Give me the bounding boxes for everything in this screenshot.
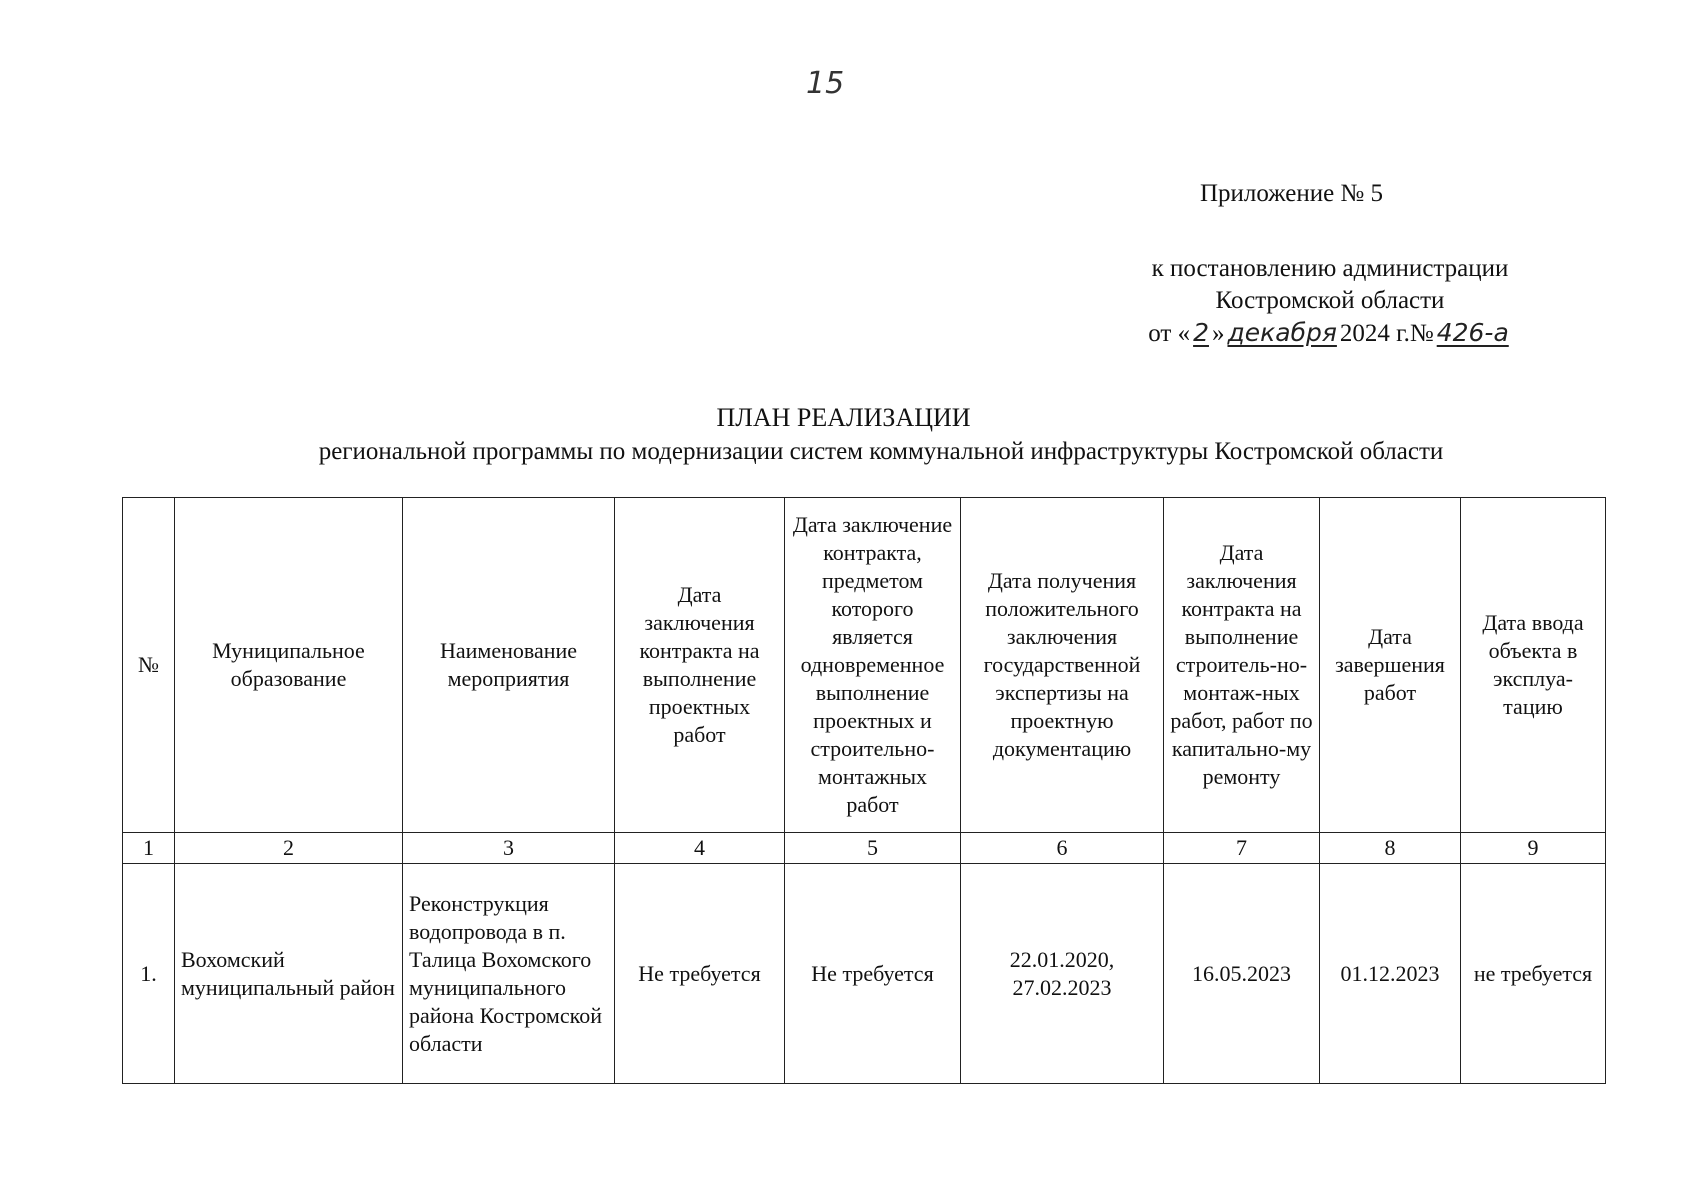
- table-header-row: [123, 498, 1606, 833]
- date-prefix: от «: [1148, 320, 1191, 347]
- commissioning-cell: не требуется: [1461, 864, 1606, 1084]
- column-number: 5: [785, 833, 961, 864]
- column-number: 8: [1320, 833, 1461, 864]
- column-number: 2: [175, 833, 403, 864]
- date-mid: »: [1211, 320, 1225, 347]
- combined-contract-cell: Не требуется: [785, 864, 961, 1084]
- handwritten-day: 2: [1193, 318, 1209, 347]
- page-number: 15: [806, 66, 845, 101]
- column-number: 1: [123, 833, 175, 864]
- document-title: ПЛАН РЕАЛИЗАЦИИ: [716, 403, 971, 432]
- appendix-title: Приложение № 5: [1200, 180, 1384, 207]
- document-subtitle: региональной программы по модернизации систем коммунальной инфраструктуры Костромской области: [318, 438, 1444, 465]
- header-cell: Дата заключения контракта на выполнение строитель-но-монтаж-ных работ, работ по капитально-му ремонту: [1164, 498, 1320, 833]
- header-cell: Дата завершения работ: [1320, 498, 1461, 833]
- column-number: 9: [1461, 833, 1606, 864]
- expertise-date-cell: 22.01.2020, 27.02.2023: [961, 864, 1164, 1084]
- column-number: 3: [403, 833, 615, 864]
- header-cell: №: [123, 498, 175, 833]
- construction-contract-cell: 16.05.2023: [1164, 864, 1320, 1084]
- appendix-reference: [1090, 253, 1570, 350]
- year-text: 2024 г.№: [1339, 320, 1434, 347]
- column-number-row: [123, 833, 1606, 864]
- activity-cell: Реконструкция водопровода в п. Талица Вохомского муниципального района Костромской области: [403, 864, 615, 1084]
- header-cell: Наименование мероприятия: [403, 498, 615, 833]
- row-number: 1.: [123, 864, 175, 1084]
- column-number: 6: [961, 833, 1164, 864]
- header-cell: Муниципальное образование: [175, 498, 403, 833]
- header-cell: Дата получения положительного заключения государственной экспертизы на проектную документацию: [961, 498, 1164, 833]
- appendix-ref-line2: Костромской области: [1215, 287, 1445, 314]
- table-row: [123, 864, 1606, 1084]
- appendix-ref-line1: к постановлению администрации: [1151, 255, 1509, 282]
- design-contract-cell: Не требуется: [615, 864, 785, 1084]
- column-number: 4: [615, 833, 785, 864]
- header-cell: Дата ввода объекта в эксплуа-тацию: [1461, 498, 1606, 833]
- column-number: 7: [1164, 833, 1320, 864]
- municipality-cell: Вохомский муниципальный район: [175, 864, 403, 1084]
- header-cell: Дата заключения контракта на выполнение проектных работ: [615, 498, 785, 833]
- completion-date-cell: 01.12.2023: [1320, 864, 1461, 1084]
- handwritten-month: декабря: [1227, 318, 1337, 347]
- handwritten-number: 426-а: [1436, 318, 1509, 347]
- header-cell: Дата заключение контракта, предметом которого является одновременное выполнение проектных и строительно-монтажных работ: [785, 498, 961, 833]
- appendix-date-line: [1090, 317, 1570, 350]
- plan-table: [122, 497, 1606, 1084]
